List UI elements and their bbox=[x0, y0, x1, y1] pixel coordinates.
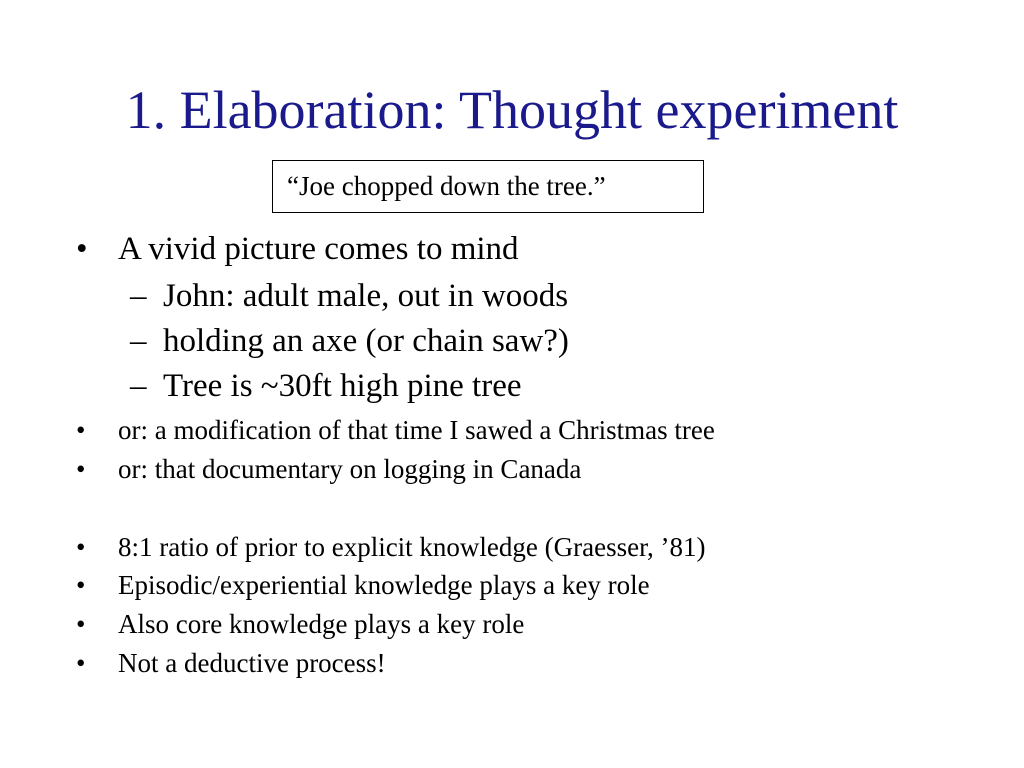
bullet-icon: • bbox=[76, 231, 88, 267]
alt-bullet: or: a modification of that time I sawed a Christmas tree bbox=[118, 415, 715, 445]
bullet-icon: • bbox=[76, 648, 86, 678]
point-bullet: Episodic/experiential knowledge plays a key role bbox=[118, 570, 650, 600]
alt-bullet: or: that documentary on logging in Canada bbox=[118, 454, 582, 484]
main-bullet: A vivid picture comes to mind bbox=[118, 231, 519, 267]
sub-bullet: holding an axe (or chain saw?) bbox=[163, 323, 569, 359]
bullet-icon: • bbox=[76, 570, 86, 600]
slide-title: 1. Elaboration: Thought experiment bbox=[125, 80, 899, 140]
point-bullet: 8:1 ratio of prior to explicit knowledge (Graesser, ’81) bbox=[118, 532, 706, 562]
dash-icon: – bbox=[130, 368, 147, 404]
sub-bullet: John: adult male, out in woods bbox=[163, 278, 569, 314]
sub-bullet: Tree is ~30ft high pine tree bbox=[163, 368, 522, 404]
point-bullet: Not a deductive process! bbox=[118, 648, 386, 678]
bullet-icon: • bbox=[76, 532, 86, 562]
bullet-icon: • bbox=[76, 609, 86, 639]
bullet-icon: • bbox=[76, 454, 86, 484]
dash-icon: – bbox=[130, 278, 147, 314]
bullet-icon: • bbox=[76, 415, 86, 445]
dash-icon: – bbox=[130, 323, 147, 359]
point-bullet: Also core knowledge plays a key role bbox=[118, 609, 525, 639]
quote-box: “Joe chopped down the tree.” bbox=[272, 160, 704, 213]
